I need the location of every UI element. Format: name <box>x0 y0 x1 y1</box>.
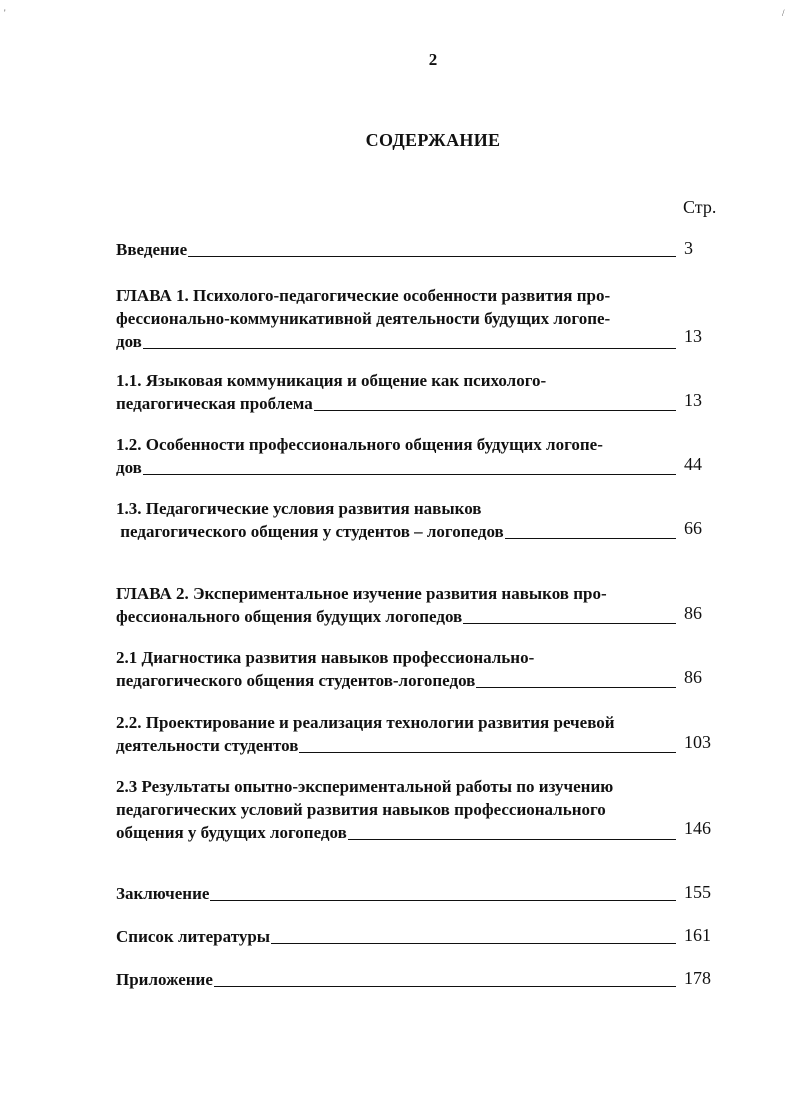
toc-line <box>116 456 676 479</box>
toc-line <box>116 669 676 692</box>
toc-line-text: дов <box>116 458 142 477</box>
leader-line <box>348 838 676 840</box>
toc-line: ГЛАВА 1. Психолого-педагогические особенности развития про- <box>116 286 611 305</box>
toc-line <box>116 882 676 905</box>
toc-line-text: педагогическая проблема <box>116 394 313 413</box>
toc-page-ref: 161 <box>684 925 711 945</box>
toc-entry-appendix <box>116 968 676 991</box>
toc-line: 2.3 Результаты опытно-экспериментальной работы по изучению <box>116 777 614 796</box>
toc-line: педагогических условий развития навыков профессионального <box>116 800 606 819</box>
toc-page-ref: 44 <box>684 454 702 474</box>
toc-page-ref: 86 <box>684 603 702 623</box>
toc-entry-section-1-2 <box>116 433 676 479</box>
leader-line <box>188 255 676 257</box>
toc-line-text: педагогического общения у студентов – логопедов <box>116 522 504 541</box>
toc-entry-introduction <box>116 238 676 261</box>
toc-line-text: Заключение <box>116 884 210 903</box>
page-column-label: Стр. <box>683 197 717 217</box>
toc-line <box>116 392 676 415</box>
leader-line <box>314 409 676 411</box>
toc-entry-conclusion <box>116 882 676 905</box>
toc-page-ref: 146 <box>684 818 711 838</box>
toc-line-text: Список литературы <box>116 927 271 946</box>
toc-line-text: дов <box>116 332 142 351</box>
toc-line <box>116 605 676 628</box>
toc-entry-section-1-3 <box>116 497 676 543</box>
toc-line: фессионально-коммуникативной деятельности будущих логопе- <box>116 309 611 328</box>
toc-line <box>116 968 676 991</box>
leader-line <box>299 751 676 753</box>
toc-entry-section-2-1 <box>116 646 676 692</box>
toc-line-text: Приложение <box>116 970 213 989</box>
toc-entry-chapter-1 <box>116 284 676 353</box>
leader-line <box>505 537 676 539</box>
leader-line <box>214 985 676 987</box>
leader-line <box>463 622 676 624</box>
toc-page-ref: 86 <box>684 667 702 687</box>
leader-line <box>476 686 676 688</box>
toc-page-ref: 155 <box>684 882 711 902</box>
toc-line <box>116 734 676 757</box>
toc-line-text: деятельности студентов <box>116 736 299 755</box>
toc-page-ref: 66 <box>684 518 702 538</box>
toc-line <box>116 821 676 844</box>
leader-line <box>210 899 676 901</box>
toc-line-text: фессионального общения будущих логопедов <box>116 607 463 626</box>
toc-line: 2.1 Диагностика развития навыков профессионально- <box>116 648 535 667</box>
toc-page-ref: 3 <box>684 238 693 258</box>
scan-mark-right: / <box>782 8 785 18</box>
toc-page-ref: 103 <box>684 732 711 752</box>
toc-line-text: общения у будущих логопедов <box>116 823 347 842</box>
toc-entry-bibliography <box>116 925 676 948</box>
toc-line: 1.1. Языковая коммуникация и общение как психолого- <box>116 371 547 390</box>
toc-line: ГЛАВА 2. Экспериментальное изучение развития навыков про- <box>116 584 607 603</box>
toc-entry-section-2-3 <box>116 775 676 844</box>
scan-mark-left: ' <box>4 8 6 18</box>
page-number: 2 <box>428 50 438 69</box>
toc-page-ref: 13 <box>684 390 702 410</box>
toc-line <box>116 238 676 261</box>
page-title: СОДЕРЖАНИЕ <box>365 130 501 150</box>
leader-line <box>143 473 676 475</box>
toc-line: 1.3. Педагогические условия развития навыков <box>116 499 482 518</box>
toc-entry-section-2-2 <box>116 711 676 757</box>
toc-line: 1.2. Особенности профессионального общения будущих логопе- <box>116 435 603 454</box>
toc-entry-section-1-1 <box>116 369 676 415</box>
leader-line <box>271 942 676 944</box>
toc-line <box>116 925 676 948</box>
leader-line <box>143 347 676 349</box>
toc-line <box>116 330 676 353</box>
toc-line-text: педагогического общения студентов-логопедов <box>116 671 476 690</box>
toc-line-text: Введение <box>116 240 188 259</box>
toc-line: 2.2. Проектирование и реализация технологии развития речевой <box>116 713 615 732</box>
toc-entry-chapter-2 <box>116 582 676 628</box>
toc-page-ref: 13 <box>684 326 702 346</box>
toc-page-ref: 178 <box>684 968 711 988</box>
toc-line <box>116 520 676 543</box>
